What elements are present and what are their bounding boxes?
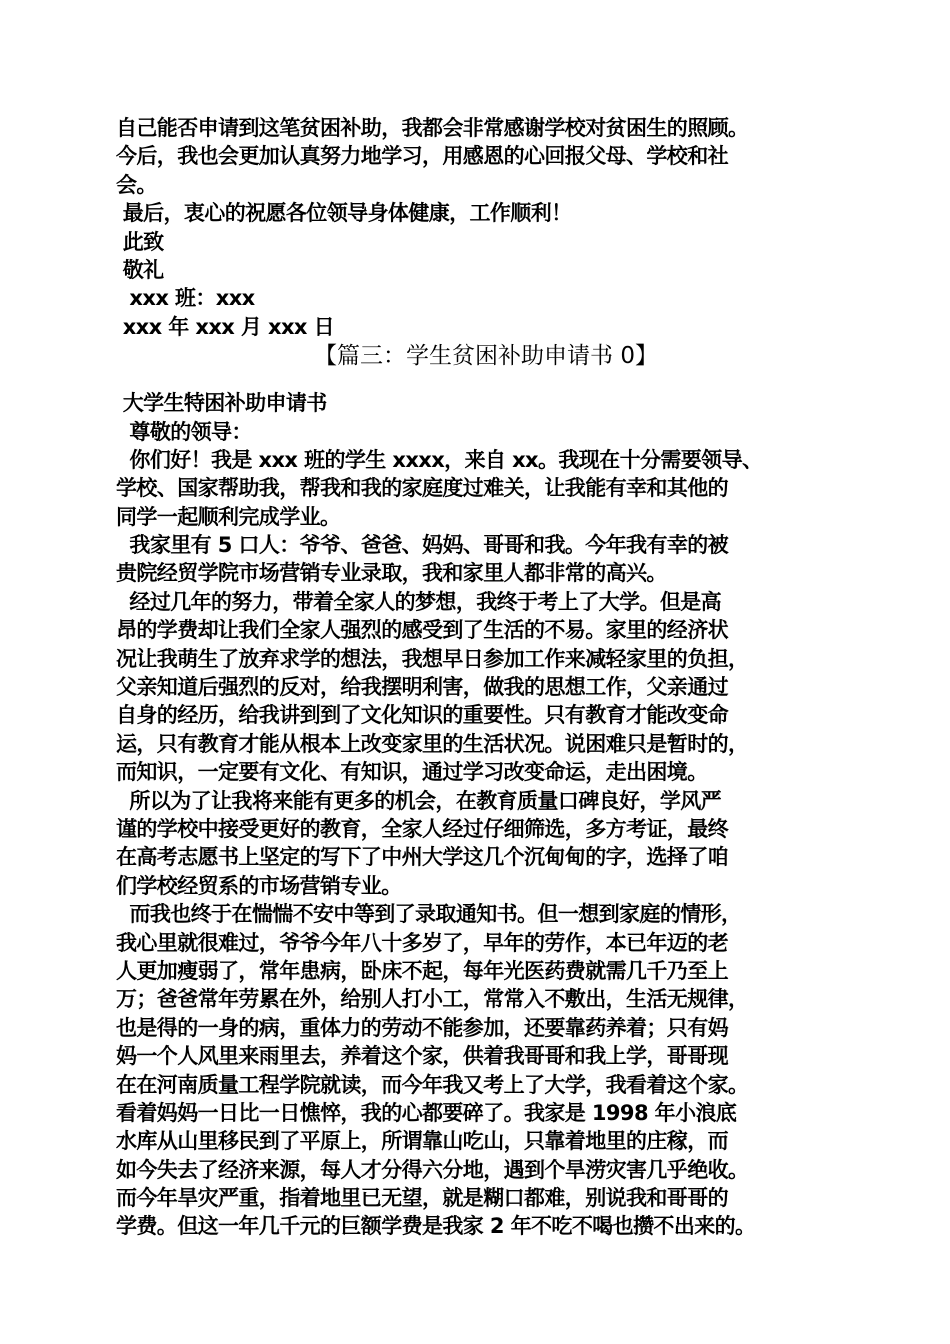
signature-date: xxx 年 xxx 月 xxx 日 (116, 314, 334, 339)
text-line: 在高考志愿书上坚定的写下了中州大学这几个沉甸甸的字，选择了咱 (116, 845, 728, 870)
text-line: 况让我萌生了放弃求学的想法，我想早日参加工作来减轻家里的负担， (116, 646, 749, 671)
text-line: 也是得的一身的病，重体力的劳动不能参加，还要靠药养着；只有妈 (116, 1015, 728, 1040)
salutation-jingli: 敬礼 (116, 257, 164, 282)
text-line: 我家里有 5 口人：爷爷、爸爸、妈妈、哥哥和我。今年我有幸的被 (116, 533, 729, 558)
text-line: 而我也终于在惴惴不安中等到了录取通知书。但一想到家庭的情形， (116, 902, 742, 927)
text-line: 看着妈妈一日比一日憔悴，我的心都要碎了。我家是 1998 年小浪底 (116, 1100, 737, 1125)
text-line: 人更加瘦弱了，常年患病，卧床不起，每年光医药费就需几千乃至上 (116, 958, 728, 983)
text-line: 贵院经贸学院市场营销专业录取，我和家里人都非常的高兴。 (116, 561, 667, 586)
text-line: 妈一个人风里来雨里去，养着这个家，供着我哥哥和我上学，哥哥现 (116, 1044, 728, 1069)
closing-wishes: 最后，衷心的祝愿各位领导身体健康，工作顺利！ (116, 201, 572, 226)
text-line: 而今年旱灾严重，指着地里已无望，就是糊口都难，别说我和哥哥的 (116, 1186, 728, 1211)
text-line: 同学一起顺利完成学业。 (116, 504, 341, 529)
text-line: 在在河南质量工程学院就读，而今年我又考上了大学，我看着这个家。 (116, 1072, 749, 1097)
text-line: 你们好！我是 xxx 班的学生 xxxx，来自 xx。我现在十分需要领导、 (116, 447, 763, 472)
letter-title: 大学生特困补助申请书 (116, 391, 327, 416)
text-line: 学费。但这一年几千元的巨额学费是我家 2 年不吃不喝也攒不出来的。 (116, 1214, 756, 1239)
text-line: 自身的经历，给我讲到到了文化知识的重要性。只有教育才能改变命 (116, 703, 728, 728)
text-line: 谨的学校中接受更好的教育，全家人经过仔细筛选，多方考证，最终 (116, 816, 728, 841)
text-line: 水库从山里移民到了平原上，所谓靠山吃山，只靠着地里的庄稼，而 (116, 1129, 728, 1154)
section-title: 【篇三：学生贫困补助申请书 0】 (314, 343, 658, 370)
text-line: 学校、国家帮助我，帮我和我的家庭度过难关，让我能有幸和其他的 (116, 476, 728, 501)
text-line: 会。 (116, 172, 157, 197)
text-line: 万；爸爸常年劳累在外，给别人打小工，常常入不敷出，生活无规律， (116, 987, 749, 1012)
text-line: 如今失去了经济来源，每人才分得六分地，遇到个旱涝灾害几乎绝收。 (116, 1157, 749, 1182)
text-line: 今后，我也会更加认真努力地学习，用感恩的心回报父母、学校和社 (116, 144, 728, 169)
text-line: 所以为了让我将来能有更多的机会，在教育质量口碑良好，学风严 (116, 788, 722, 813)
text-line: 自己能否申请到这笔贫困补助，我都会非常感谢学校对贫困生的照顾。 (116, 116, 749, 140)
salutation-zhici: 此致 (116, 229, 164, 254)
text-line: 经过几年的努力，带着全家人的梦想，我终于考上了大学。但是高 (116, 589, 722, 614)
previous-section-tail (116, 114, 856, 341)
letter-greeting: 尊敬的领导： (116, 419, 252, 444)
text-line: 而知识，一定要有文化、有知识，通过学习改变命运，走出困境。 (116, 760, 708, 785)
text-line: 昂的学费却让我们全家人强烈的感受到了生活的不易。家里的经济状 (116, 618, 728, 643)
text-line: 运，只有教育才能从根本上改变家里的生活状况。说困难只是暂时的， (116, 731, 749, 756)
text-line: 我心里就很难过，爷爷今年八十多岁了，早年的劳作，本已年迈的老 (116, 930, 728, 955)
text-line: 们学校经贸系的市场营销专业。 (116, 873, 402, 898)
text-line: 父亲知道后强烈的反对，给我摆明利害，做我的思想工作，父亲通过 (116, 675, 728, 700)
application-letter (116, 389, 856, 1241)
signature-class: xxx 班：xxx (116, 286, 255, 311)
document-page (116, 114, 856, 1241)
